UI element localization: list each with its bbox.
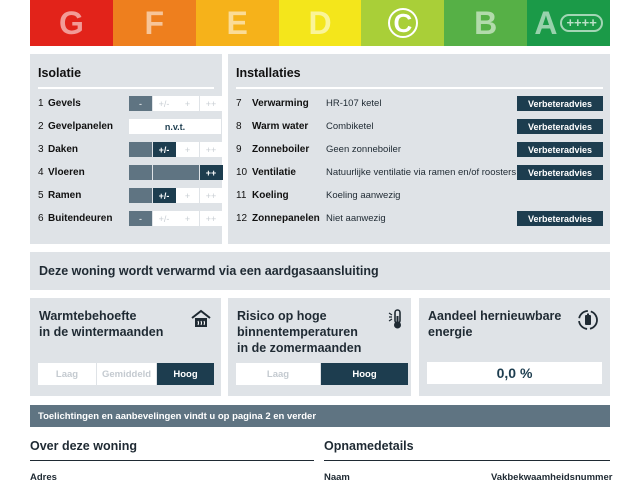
option-laag[interactable]: Laag (236, 363, 320, 385)
verbeteradvies-button-ventilatie[interactable]: Verbeteradvies (517, 165, 603, 180)
rating-plusplus: ++ (200, 188, 223, 203)
divider (30, 460, 314, 461)
installatie-row-verwarming: 7 Verwarming HR-107 ketel (236, 98, 382, 109)
a-plus-badge: ++++ (560, 14, 602, 32)
rating-scale (129, 119, 222, 134)
divider (38, 87, 214, 89)
option-gemiddeld[interactable]: Gemiddeld (97, 363, 156, 385)
option-laag[interactable]: Laag (38, 363, 96, 385)
thermometer-icon (386, 308, 408, 330)
risico-card (228, 298, 411, 396)
risico-toggle (236, 363, 409, 385)
rating-plus: + (176, 188, 199, 203)
rating-plusplus: ++ (200, 96, 223, 111)
energy-class-g: G (30, 0, 113, 46)
rating-nvt: n.v.t. (129, 119, 221, 134)
rating-min: - (129, 211, 152, 226)
rating-scale (129, 165, 223, 180)
divider (324, 460, 610, 461)
rating-scale (129, 96, 223, 111)
rating-min (129, 165, 152, 180)
isolatie-row-buitendeuren: 6 Buitendeuren - +/- + ++ (38, 211, 214, 226)
energy-class-b: B (444, 0, 527, 46)
warmtebehoefte-title: Warmtebehoefte in de wintermaanden (39, 309, 164, 339)
over-deze-woning-title: Over deze woning (30, 439, 137, 453)
verbeteradvies-button-warm-water[interactable]: Verbeteradvies (517, 119, 603, 134)
rating-neutral: +/- (153, 188, 176, 203)
isolatie-row-daken: 3 Daken +/- + ++ (38, 142, 214, 157)
rating-scale (129, 142, 223, 157)
warmtebehoefte-toggle (38, 363, 215, 385)
isolatie-row-ramen: 5 Ramen +/- + ++ (38, 188, 214, 203)
installatie-row-ventilatie: 10 Ventilatie Natuurlijke ventilatie via ramen en/of roosters (236, 167, 517, 178)
house-heat-icon (190, 308, 212, 330)
rating-plus (176, 165, 199, 180)
rating-plus: + (176, 211, 199, 226)
isolatie-panel (30, 54, 222, 244)
active-class-ring: C (388, 8, 418, 38)
rating-neutral: +/- (153, 96, 176, 111)
hernieuwbare-energie-card (419, 298, 610, 396)
rating-scale (129, 188, 223, 203)
rating-plusplus: ++ (200, 165, 223, 180)
energy-label-strip (30, 0, 610, 46)
installaties-title: Installaties (236, 66, 301, 80)
vakbekwaamheidsnummer-label: Vakbekwaamheidsnummer (491, 472, 613, 480)
rating-plus: + (176, 96, 199, 111)
hernieuwbaar-percentage: 0,0 % (427, 362, 602, 384)
installatie-row-koeling: 11 Koeling Koeling aanwezig (236, 190, 401, 201)
verbeteradvies-button-zonneboiler[interactable]: Verbeteradvies (517, 142, 603, 157)
gas-banner (30, 252, 610, 290)
rating-min (129, 188, 152, 203)
rating-scale (129, 211, 223, 226)
installatie-row-zonneboiler: 9 Zonneboiler Geen zonneboiler (236, 144, 401, 155)
verbeteradvies-button-verwarming[interactable]: Verbeteradvies (517, 96, 603, 111)
energy-class-a: A ++++ (527, 0, 610, 46)
energy-class-e: E (196, 0, 279, 46)
rating-min (129, 142, 152, 157)
rating-plus: + (176, 142, 199, 157)
divider (236, 87, 603, 89)
rating-plusplus: ++ (200, 142, 223, 157)
isolatie-title: Isolatie (38, 66, 82, 80)
isolatie-row-gevels: 1 Gevels - +/- + ++ (38, 96, 214, 111)
recycle-battery-icon (576, 308, 600, 332)
hernieuwbare-title: Aandeel hernieuwbare energie (428, 309, 562, 339)
risico-title: Risico op hoge binnentemperaturen in de zomermaanden (237, 309, 362, 355)
option-hoog-selected[interactable]: Hoog (321, 363, 408, 385)
isolatie-row-gevelpanelen: 2 Gevelpanelen n.v.t. (38, 119, 214, 134)
opnamedetails-title: Opnamedetails (324, 439, 414, 453)
energy-class-f: F (113, 0, 196, 46)
rating-neutral: +/- (153, 142, 176, 157)
energy-class-d: D (279, 0, 362, 46)
verbeteradvies-button-zonnepanelen[interactable]: Verbeteradvies (517, 211, 603, 226)
adres-label: Adres (30, 472, 57, 480)
energy-class-c-active (361, 0, 444, 46)
gas-banner-text: Deze woning wordt verwarmd via een aardgasaansluiting (39, 264, 379, 278)
rating-plusplus: ++ (200, 211, 223, 226)
rating-min: - (129, 96, 152, 111)
installatie-row-warm-water: 8 Warm water Combiketel (236, 121, 374, 132)
warmtebehoefte-card (30, 298, 221, 396)
installatie-row-zonnepanelen: 12 Zonnepanelen Niet aanwezig (236, 213, 386, 224)
naam-label: Naam (324, 472, 350, 480)
rating-neutral: +/- (153, 211, 176, 226)
isolatie-row-vloeren: 4 Vloeren ++ (38, 165, 214, 180)
option-hoog-selected[interactable]: Hoog (157, 363, 214, 385)
rating-neutral (153, 165, 176, 180)
toelichting-bar: Toelichtingen en aanbevelingen vindt u op pagina 2 en verder (30, 405, 610, 427)
installaties-panel (228, 54, 610, 244)
